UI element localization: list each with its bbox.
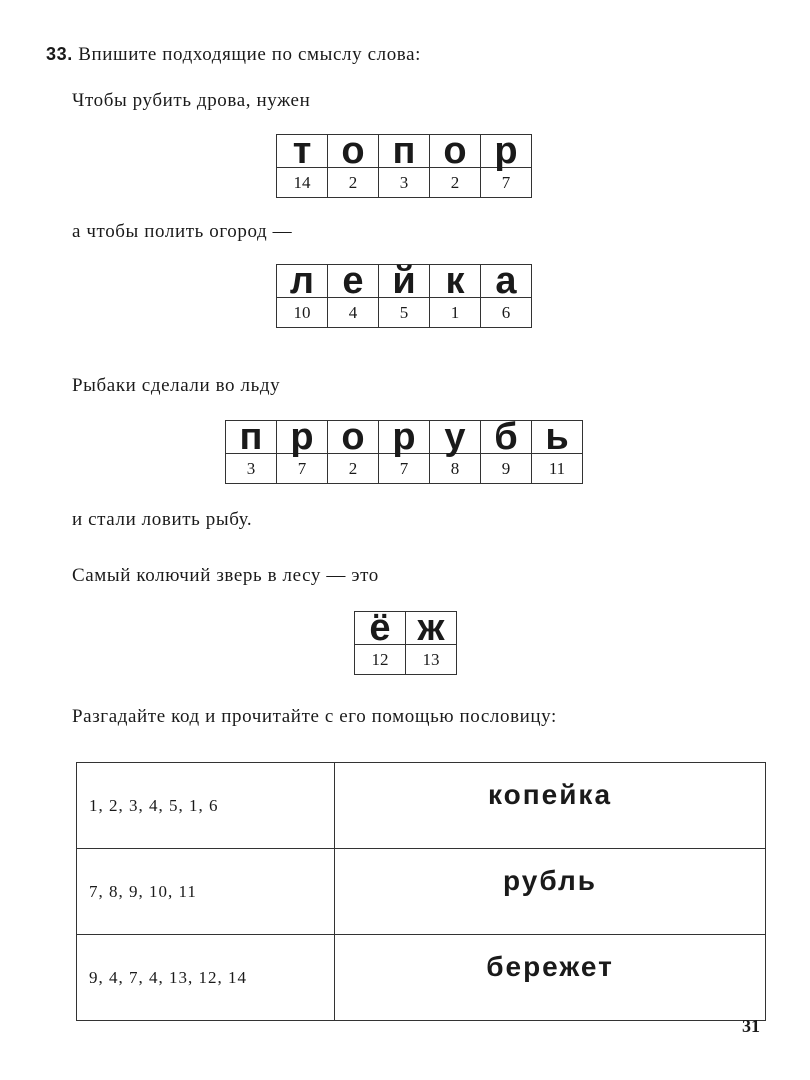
code-cell: 7 (277, 454, 328, 484)
code-cell: 7 (481, 168, 532, 198)
letter-cell: о (430, 135, 481, 168)
letter-cell: л (277, 265, 328, 298)
decoded-word: рубль (335, 849, 766, 935)
task-number: 33. (46, 44, 73, 64)
code-cell: 9 (481, 454, 532, 484)
letter-cell: о (328, 421, 379, 454)
code-cell: 1 (430, 298, 481, 328)
code-cell: 7 (379, 454, 430, 484)
letter-cell: ё (355, 612, 406, 645)
letter-cell: у (430, 421, 481, 454)
code-cell: 12 (355, 645, 406, 675)
letter-cell: ь (532, 421, 583, 454)
word-grid-1 (276, 130, 532, 198)
task-header (46, 44, 421, 66)
letter-cell: о (328, 135, 379, 168)
decode-table (76, 762, 766, 1021)
letter-cell: й (379, 265, 430, 298)
table-row (77, 849, 766, 935)
task-instruction: Впишите подходящие по смыслу слова: (78, 44, 422, 65)
sentence-2: а чтобы полить огород — (72, 221, 293, 242)
decoded-word: копейка (335, 763, 766, 849)
page-number: 31 (742, 1016, 760, 1036)
sentence-1: Чтобы рубить дрова, нужен (72, 90, 311, 111)
sentence-6: Разгадайте код и прочитайте с его помощью пословицу: (72, 706, 557, 727)
code-cell: 4 (328, 298, 379, 328)
code-sequence: 9, 4, 7, 4, 13, 12, 14 (77, 935, 335, 1021)
letter-cell: т (277, 135, 328, 168)
word-grid-3 (225, 416, 583, 484)
code-cell: 10 (277, 298, 328, 328)
table-row (77, 935, 766, 1021)
code-cell: 11 (532, 454, 583, 484)
decoded-word: бережет (335, 935, 766, 1021)
code-cell: 6 (481, 298, 532, 328)
sentence-4: и стали ловить рыбу. (72, 509, 253, 530)
code-cell: 8 (430, 454, 481, 484)
code-cell: 13 (406, 645, 457, 675)
code-cell: 5 (379, 298, 430, 328)
letter-cell: п (379, 135, 430, 168)
letter-cell: ж (406, 612, 457, 645)
letter-cell: а (481, 265, 532, 298)
letter-cell: р (277, 421, 328, 454)
code-sequence: 1, 2, 3, 4, 5, 1, 6 (77, 763, 335, 849)
letter-cell: р (481, 135, 532, 168)
word-grid-4 (354, 607, 457, 675)
letter-cell: п (226, 421, 277, 454)
code-cell: 2 (328, 454, 379, 484)
code-sequence: 7, 8, 9, 10, 11 (77, 849, 335, 935)
sentence-5: Самый колючий зверь в лесу — это (72, 565, 379, 586)
code-cell: 2 (328, 168, 379, 198)
code-cell: 14 (277, 168, 328, 198)
code-cell: 3 (226, 454, 277, 484)
letter-cell: р (379, 421, 430, 454)
table-row (77, 763, 766, 849)
code-cell: 2 (430, 168, 481, 198)
letter-cell: е (328, 265, 379, 298)
letter-cell: к (430, 265, 481, 298)
word-grid-2 (276, 260, 532, 328)
code-cell: 3 (379, 168, 430, 198)
letter-cell: б (481, 421, 532, 454)
sentence-3: Рыбаки сделали во льду (72, 375, 281, 396)
